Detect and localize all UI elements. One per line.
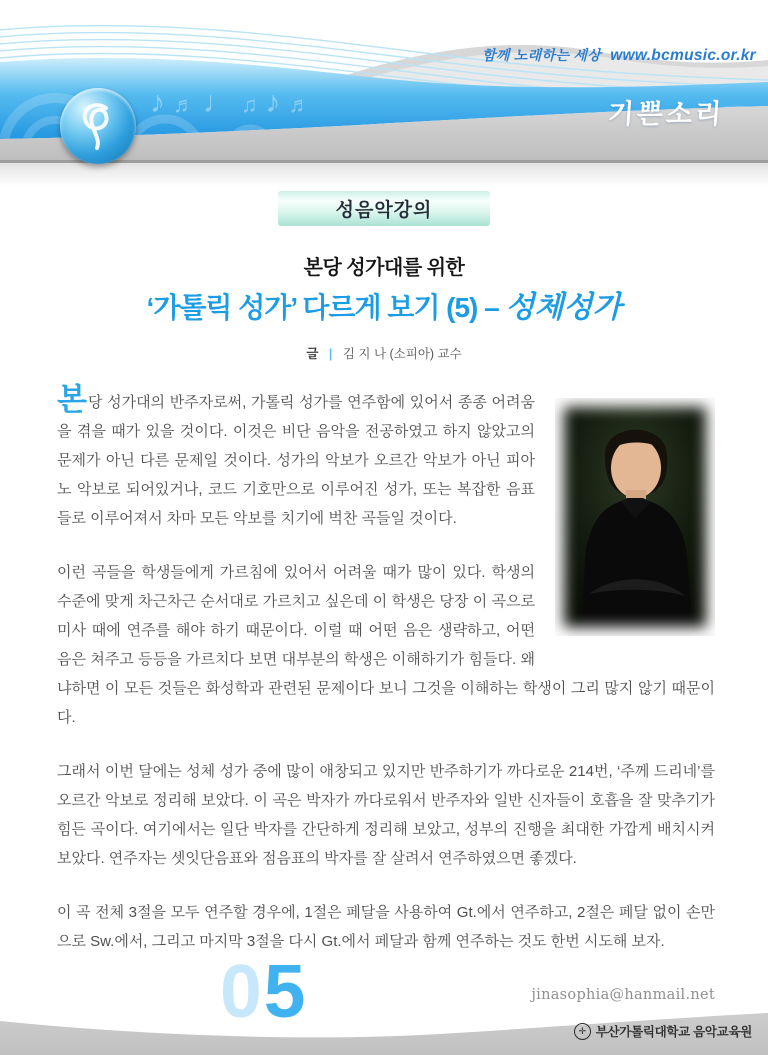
page-header	[0, 0, 768, 186]
site-tagline	[482, 45, 756, 65]
paragraph-1-text: 당 성가대의 반주자로써, 가톨릭 성가를 연주함에 있어서 종종 어려움을 겪을 때가 있을 것이다. 이것은 비단 음악을 전공하였고 하지 않았고의 문제가 아닌 다른 문제일 것이다. 성가의 악보가 오르간 악보가 아닌 피아노 악보로 되어있거나, 코드 기호만으로 이루어진 성가, 또는 복잡한 음표들로 이루어져서 차마 모든 악보를 치기에 벅찬 곡들일 것이다.	[57, 394, 535, 527]
article-title-accent: 성체성가	[505, 290, 622, 325]
music-notes-icon: ♪♬♩♫♪♬	[150, 86, 319, 119]
university-seal-icon: ✛	[574, 1023, 591, 1040]
page-number: 05	[220, 949, 308, 1033]
article-title-main: ‘가톨릭 성가’ 다르게 보기 (5) –	[146, 292, 506, 323]
byline	[0, 344, 768, 362]
bcmusic-logo	[60, 88, 136, 164]
byline-separator: |	[328, 347, 333, 361]
author-email[interactable]: jinasophia@hanmail.net	[531, 987, 715, 1003]
tagline-text: 함께 노래하는 세상	[482, 47, 601, 63]
brand-title: 기쁜소리	[606, 99, 725, 129]
section-badge-label: 성음악강의	[335, 200, 433, 221]
byline-label: 글	[306, 347, 319, 361]
paragraph-3: 그래서 이번 달에는 성체 성가 중에 많이 애창되고 있지만 반주하기가 까다로운 214번, ‘주께 드리네’를 오르간 악보로 정리해 보았다. 이 곡은 박자가 까다로워서 반주자와 일반 신자들이 호흡을 잘 맞추기가 힘든 곡이다. 여기에서는 일단 박자를 간단하게 정리해 보았고, 성부의 진행을 최대한 가깝게 배치시켜 보았다. 연주자는 셋잇단음표와 점음표의 박자를 잘 살려서 연주하였으면 좋겠다.	[57, 763, 715, 867]
article-title	[0, 282, 768, 326]
author-photo	[555, 398, 715, 636]
paragraph-2: 이런 곡들을 학생들에게 가르침에 있어서 어려울 때가 많이 있다. 학생의 수준에 맞게 차근차근 순서대로 가르치고 싶은데 이 학생은 당장 이 곡으로 미사 때에 연주를 해야 하기 때문이다. 이럴 때 어떤 음은 생략하고, 어떤 음은 쳐주고 등등을 가르치다 보면 대부분의 학생은 이해하기가 힘들다. 왜냐하면 이 모든 것들은 화성학과 관련된 문제이다 보니 그것을 이해하는 학생이 그리 많지 않기 때문이다.	[57, 564, 715, 726]
article-subtitle: 본당 성가대를 위한	[303, 257, 465, 279]
dropcap: 본	[57, 382, 87, 417]
institution-name: 부산가톨릭대학교 음악교육원	[595, 1025, 752, 1039]
paragraph-4: 이 곡 전체 3절을 모두 연주할 경우에, 1절은 페달을 사용하여 Gt.에서 연주하고, 2절은 페달 없이 손만으로 Sw.에서, 그리고 마지막 3절을 다시 Gt.에서 페달과 함께 연주하는 것도 한번 시도해 보자.	[57, 904, 715, 950]
institution-brand	[574, 1022, 752, 1040]
clef-icon	[70, 98, 126, 154]
author-portrait-art	[555, 398, 715, 636]
article-body	[57, 384, 715, 1010]
section-badge	[278, 191, 490, 226]
page-footer	[0, 989, 768, 1055]
site-url[interactable]: www.bcmusic.or.kr	[610, 47, 756, 64]
byline-author: 김 지 나 (소피아) 교수	[342, 347, 462, 361]
